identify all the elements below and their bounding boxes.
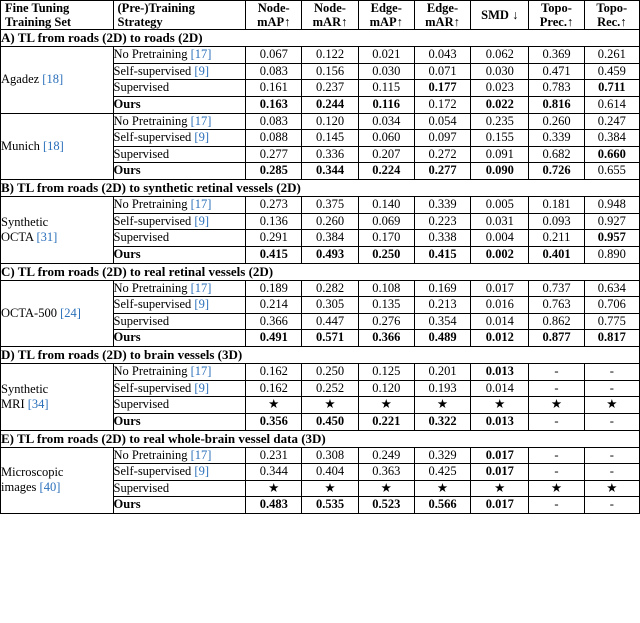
- metric-cell: 0.017: [471, 280, 529, 297]
- metric-cell: 0.214: [246, 297, 302, 314]
- metric-cell: 0.491: [246, 330, 302, 347]
- metric-cell: 0.260: [302, 213, 358, 230]
- metric-cell: 0.471: [529, 63, 584, 80]
- metric-cell: 0.213: [414, 297, 470, 314]
- metric-cell: 0.260: [529, 113, 584, 130]
- metric-cell: 0.224: [358, 163, 414, 180]
- metric-cell: 0.125: [358, 364, 414, 381]
- citation-link[interactable]: [9]: [194, 63, 209, 78]
- metric-cell: 0.415: [246, 246, 302, 263]
- metric-cell: 0.091: [471, 146, 529, 163]
- section-title: A) TL from roads (2D) to roads (2D): [1, 30, 640, 47]
- metric-cell: 0.338: [414, 230, 470, 247]
- citation-link[interactable]: [40]: [39, 480, 61, 495]
- metric-cell: 0.067: [246, 47, 302, 64]
- metric-cell: 0.655: [584, 163, 639, 180]
- metric-cell: 0.013: [471, 413, 529, 430]
- header-node-mar: Node- mAR↑: [302, 1, 358, 30]
- metric-cell: 0.163: [246, 96, 302, 113]
- strategy-cell: No Pretraining [17]: [113, 364, 246, 381]
- metric-cell: 0.030: [471, 63, 529, 80]
- metric-cell: 0.108: [358, 280, 414, 297]
- strategy-cell: No Pretraining [17]: [113, 197, 246, 214]
- metric-cell: ★: [471, 480, 529, 497]
- metric-cell: 0.783: [529, 80, 584, 97]
- strategy-cell: No Pretraining [17]: [113, 280, 246, 297]
- metric-cell: -: [584, 497, 639, 514]
- metric-cell: 0.014: [471, 313, 529, 330]
- dataset-name-cell: Synthetic MRI [34]: [1, 364, 114, 431]
- section-title: B) TL from roads (2D) to synthetic retinal vessels (2D): [1, 180, 640, 197]
- section-title-row: [1, 30, 640, 47]
- table-row: [1, 47, 640, 64]
- metric-cell: 0.247: [584, 113, 639, 130]
- metric-cell: 0.634: [584, 280, 639, 297]
- metric-cell: 0.169: [414, 280, 470, 297]
- metric-cell: 0.211: [529, 230, 584, 247]
- metric-cell: 0.450: [302, 413, 358, 430]
- metric-cell: 0.682: [529, 146, 584, 163]
- metric-cell: 0.535: [302, 497, 358, 514]
- strategy-cell: Ours: [113, 413, 246, 430]
- metric-cell: 0.145: [302, 130, 358, 147]
- metric-cell: 0.177: [414, 80, 470, 97]
- metric-cell: 0.261: [584, 47, 639, 64]
- metric-cell: 0.189: [246, 280, 302, 297]
- metric-cell: ★: [358, 480, 414, 497]
- strategy-cell: Supervised: [113, 480, 246, 497]
- citation-link[interactable]: [18]: [43, 138, 64, 153]
- metric-cell: ★: [414, 480, 470, 497]
- metric-cell: ★: [529, 480, 584, 497]
- metric-cell: 0.305: [302, 297, 358, 314]
- metric-cell: 0.017: [471, 447, 529, 464]
- strategy-cell: No Pretraining [17]: [113, 447, 246, 464]
- metric-cell: 0.285: [246, 163, 302, 180]
- header-smd: SMD ↓: [471, 1, 529, 30]
- metric-cell: 0.115: [358, 80, 414, 97]
- table-row: [1, 447, 640, 464]
- dataset-name-cell: OCTA-500 [24]: [1, 280, 114, 347]
- strategy-cell: Supervised: [113, 313, 246, 330]
- metric-cell: 0.136: [246, 213, 302, 230]
- metric-cell: 0.571: [302, 330, 358, 347]
- metric-cell: 0.237: [302, 80, 358, 97]
- metric-cell: 0.277: [246, 146, 302, 163]
- metric-cell: ★: [302, 397, 358, 414]
- metric-cell: 0.566: [414, 497, 470, 514]
- metric-cell: 0.354: [414, 313, 470, 330]
- metric-cell: ★: [584, 480, 639, 497]
- metric-cell: 0.231: [246, 447, 302, 464]
- metric-cell: -: [584, 464, 639, 481]
- metric-cell: 0.877: [529, 330, 584, 347]
- strategy-cell: Self-supervised [9]: [113, 297, 246, 314]
- metric-cell: 0.201: [414, 364, 470, 381]
- metric-cell: 0.207: [358, 146, 414, 163]
- table-row: [1, 364, 640, 381]
- metric-cell: -: [529, 413, 584, 430]
- metric-cell: 0.493: [302, 246, 358, 263]
- metric-cell: 0.489: [414, 330, 470, 347]
- metric-cell: -: [529, 497, 584, 514]
- results-table-body: [1, 1, 640, 514]
- strategy-cell: Ours: [113, 163, 246, 180]
- metric-cell: 0.276: [358, 313, 414, 330]
- header-topo-prec: Topo- Prec.↑: [529, 1, 584, 30]
- metric-cell: 0.122: [302, 47, 358, 64]
- metric-cell: 0.223: [414, 213, 470, 230]
- table-row: [1, 280, 640, 297]
- citation-link[interactable]: [9]: [194, 213, 209, 228]
- metric-cell: 0.862: [529, 313, 584, 330]
- metric-cell: 0.775: [584, 313, 639, 330]
- metric-cell: 0.221: [358, 413, 414, 430]
- strategy-cell: Self-supervised [9]: [113, 130, 246, 147]
- section-title-row: [1, 180, 640, 197]
- metric-cell: 0.069: [358, 213, 414, 230]
- citation-link[interactable]: [9]: [194, 380, 209, 395]
- metric-cell: 0.375: [302, 197, 358, 214]
- citation-link[interactable]: [17]: [190, 280, 212, 295]
- metric-cell: ★: [471, 397, 529, 414]
- metric-cell: 0.483: [246, 497, 302, 514]
- metric-cell: 0.155: [471, 130, 529, 147]
- metric-cell: -: [529, 380, 584, 397]
- metric-cell: 0.093: [529, 213, 584, 230]
- metric-cell: 0.957: [584, 230, 639, 247]
- table-header-row: [1, 1, 640, 30]
- citation-link[interactable]: [17]: [190, 113, 212, 128]
- header-edge-mar: Edge- mAR↑: [414, 1, 470, 30]
- header-topo-rec: Topo- Rec.↑: [584, 1, 639, 30]
- metric-cell: 0.088: [246, 130, 302, 147]
- metric-cell: 0.034: [358, 113, 414, 130]
- metric-cell: 0.948: [584, 197, 639, 214]
- strategy-cell: No Pretraining [17]: [113, 113, 246, 130]
- metric-cell: 0.023: [471, 80, 529, 97]
- metric-cell: 0.459: [584, 63, 639, 80]
- table-row: [1, 113, 640, 130]
- metric-cell: 0.291: [246, 230, 302, 247]
- metric-cell: 0.250: [358, 246, 414, 263]
- metric-cell: 0.161: [246, 80, 302, 97]
- strategy-cell: Ours: [113, 497, 246, 514]
- strategy-cell: Supervised: [113, 397, 246, 414]
- metric-cell: 0.235: [471, 113, 529, 130]
- citation-link[interactable]: [17]: [190, 364, 212, 378]
- metric-cell: 0.083: [246, 113, 302, 130]
- metric-cell: 0.181: [529, 197, 584, 214]
- metric-cell: 0.425: [414, 464, 470, 481]
- metric-cell: -: [529, 464, 584, 481]
- metric-cell: 0.308: [302, 447, 358, 464]
- metric-cell: 0.244: [302, 96, 358, 113]
- metric-cell: ★: [246, 480, 302, 497]
- strategy-cell: Self-supervised [9]: [113, 380, 246, 397]
- metric-cell: 0.140: [358, 197, 414, 214]
- metric-cell: 0.366: [246, 313, 302, 330]
- metric-cell: 0.004: [471, 230, 529, 247]
- metric-cell: 0.135: [358, 297, 414, 314]
- header-fine-tuning-set: Fine Tuning Training Set: [1, 1, 114, 30]
- metric-cell: 0.339: [529, 130, 584, 147]
- metric-cell: 0.156: [302, 63, 358, 80]
- section-title-row: [1, 347, 640, 364]
- citation-link[interactable]: [17]: [190, 197, 212, 211]
- metric-cell: 0.322: [414, 413, 470, 430]
- metric-cell: 0.384: [302, 230, 358, 247]
- dataset-name-cell: Munich [18]: [1, 113, 114, 180]
- strategy-cell: Supervised: [113, 146, 246, 163]
- metric-cell: 0.170: [358, 230, 414, 247]
- metric-cell: 0.711: [584, 80, 639, 97]
- citation-link[interactable]: [17]: [190, 447, 212, 462]
- header-strategy: (Pre-)Training Strategy: [113, 1, 246, 30]
- metric-cell: 0.344: [246, 464, 302, 481]
- metric-cell: -: [584, 380, 639, 397]
- metric-cell: 0.890: [584, 246, 639, 263]
- citation-link[interactable]: [9]: [194, 464, 209, 479]
- metric-cell: 0.356: [246, 413, 302, 430]
- header-edge-map: Edge- mAP↑: [358, 1, 414, 30]
- citation-link[interactable]: [24]: [60, 305, 81, 320]
- metric-cell: 0.014: [471, 380, 529, 397]
- metric-cell: 0.060: [358, 130, 414, 147]
- metric-cell: 0.282: [302, 280, 358, 297]
- metric-cell: 0.447: [302, 313, 358, 330]
- metric-cell: 0.366: [358, 330, 414, 347]
- dataset-name-cell: Microscopic images [40]: [1, 447, 114, 514]
- metric-cell: 0.017: [471, 464, 529, 481]
- metric-cell: 0.002: [471, 246, 529, 263]
- metric-cell: 0.252: [302, 380, 358, 397]
- metric-cell: 0.090: [471, 163, 529, 180]
- metric-cell: 0.054: [414, 113, 470, 130]
- metric-cell: 0.005: [471, 197, 529, 214]
- citation-link[interactable]: [17]: [190, 47, 212, 61]
- citation-link[interactable]: [31]: [36, 229, 58, 244]
- metric-cell: ★: [414, 397, 470, 414]
- metric-cell: 0.726: [529, 163, 584, 180]
- metric-cell: 0.017: [471, 497, 529, 514]
- metric-cell: 0.030: [358, 63, 414, 80]
- header-node-map: Node- mAP↑: [246, 1, 302, 30]
- strategy-cell: Self-supervised [9]: [113, 63, 246, 80]
- metric-cell: 0.329: [414, 447, 470, 464]
- metric-cell: 0.031: [471, 213, 529, 230]
- metric-cell: -: [529, 364, 584, 381]
- metric-cell: 0.737: [529, 280, 584, 297]
- strategy-cell: Supervised: [113, 230, 246, 247]
- section-title: D) TL from roads (2D) to brain vessels (3D): [1, 347, 640, 364]
- metric-cell: 0.763: [529, 297, 584, 314]
- metric-cell: 0.172: [414, 96, 470, 113]
- metric-cell: 0.614: [584, 96, 639, 113]
- dataset-name-cell: Synthetic OCTA [31]: [1, 197, 114, 264]
- metric-cell: 0.401: [529, 246, 584, 263]
- metric-cell: 0.120: [302, 113, 358, 130]
- metric-cell: 0.013: [471, 364, 529, 381]
- metric-cell: 0.249: [358, 447, 414, 464]
- metric-cell: 0.272: [414, 146, 470, 163]
- metric-cell: 0.021: [358, 47, 414, 64]
- metric-cell: ★: [529, 397, 584, 414]
- metric-cell: ★: [246, 397, 302, 414]
- strategy-cell: Ours: [113, 96, 246, 113]
- metric-cell: 0.816: [529, 96, 584, 113]
- strategy-cell: Self-supervised [9]: [113, 464, 246, 481]
- metric-cell: 0.660: [584, 146, 639, 163]
- section-title-row: [1, 263, 640, 280]
- metric-cell: 0.120: [358, 380, 414, 397]
- metric-cell: 0.384: [584, 130, 639, 147]
- metric-cell: ★: [358, 397, 414, 414]
- metric-cell: ★: [302, 480, 358, 497]
- metric-cell: 0.097: [414, 130, 470, 147]
- metric-cell: 0.415: [414, 246, 470, 263]
- metric-cell: 0.193: [414, 380, 470, 397]
- metric-cell: 0.273: [246, 197, 302, 214]
- metric-cell: -: [584, 413, 639, 430]
- strategy-cell: Self-supervised [9]: [113, 213, 246, 230]
- metric-cell: ★: [584, 397, 639, 414]
- metric-cell: 0.162: [246, 380, 302, 397]
- metric-cell: -: [584, 364, 639, 381]
- metric-cell: 0.022: [471, 96, 529, 113]
- dataset-name-cell: Agadez [18]: [1, 47, 114, 114]
- metric-cell: 0.817: [584, 330, 639, 347]
- metric-cell: 0.016: [471, 297, 529, 314]
- section-title-row: [1, 430, 640, 447]
- strategy-cell: No Pretraining [17]: [113, 47, 246, 64]
- metric-cell: 0.162: [246, 364, 302, 381]
- metric-cell: 0.369: [529, 47, 584, 64]
- citation-link[interactable]: [34]: [27, 396, 49, 411]
- citation-link[interactable]: [9]: [194, 297, 209, 312]
- metric-cell: -: [529, 447, 584, 464]
- metric-cell: 0.043: [414, 47, 470, 64]
- metric-cell: 0.706: [584, 297, 639, 314]
- metric-cell: 0.116: [358, 96, 414, 113]
- citation-link[interactable]: [9]: [194, 130, 209, 145]
- metric-cell: 0.523: [358, 497, 414, 514]
- metric-cell: 0.012: [471, 330, 529, 347]
- metric-cell: 0.344: [302, 163, 358, 180]
- metric-cell: 0.339: [414, 197, 470, 214]
- metric-cell: 0.083: [246, 63, 302, 80]
- metric-cell: -: [584, 447, 639, 464]
- metric-cell: 0.250: [302, 364, 358, 381]
- strategy-cell: Ours: [113, 246, 246, 263]
- citation-link[interactable]: [18]: [42, 72, 64, 87]
- metric-cell: 0.927: [584, 213, 639, 230]
- metric-cell: 0.062: [471, 47, 529, 64]
- table-row: [1, 197, 640, 214]
- metric-cell: 0.336: [302, 146, 358, 163]
- section-title: C) TL from roads (2D) to real retinal vessels (2D): [1, 263, 640, 280]
- section-title: E) TL from roads (2D) to real whole-brain vessel data (3D): [1, 430, 640, 447]
- metric-cell: 0.071: [414, 63, 470, 80]
- strategy-cell: Ours: [113, 330, 246, 347]
- strategy-cell: Supervised: [113, 80, 246, 97]
- metric-cell: 0.363: [358, 464, 414, 481]
- metric-cell: 0.277: [414, 163, 470, 180]
- metric-cell: 0.404: [302, 464, 358, 481]
